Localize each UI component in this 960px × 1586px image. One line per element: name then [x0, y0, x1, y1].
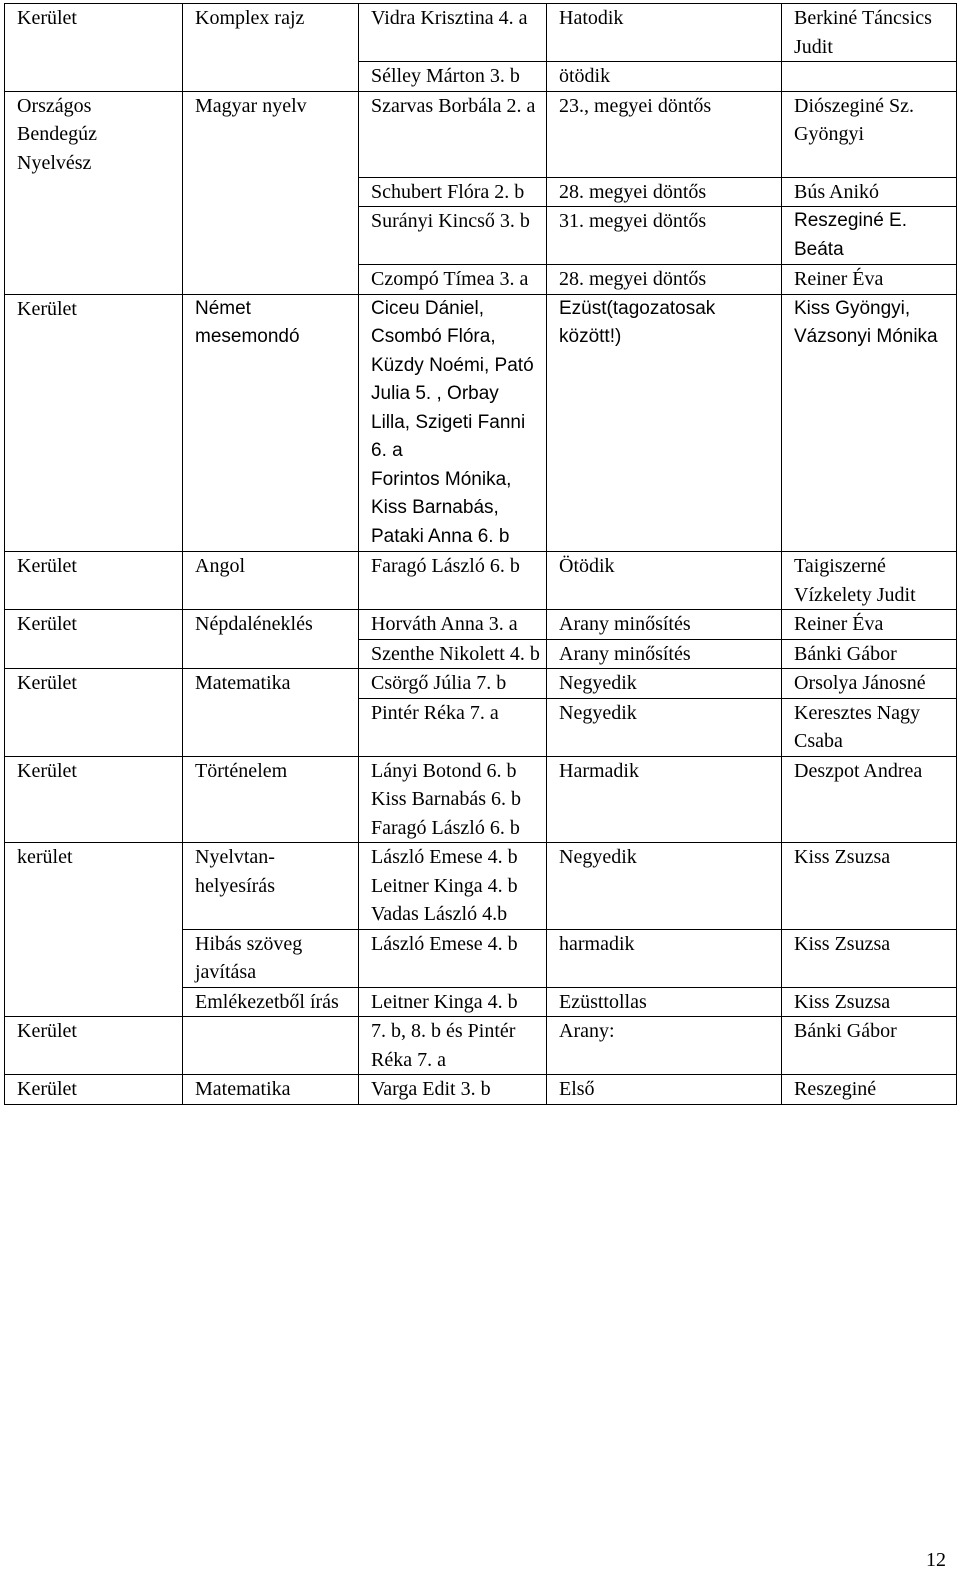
student-cell: Faragó László 6. b: [359, 552, 547, 610]
result-cell: 28. megyei döntős: [547, 265, 782, 295]
results-table: [4, 3, 957, 1105]
level-cell: Kerület: [5, 1017, 183, 1075]
student-cell: Czompó Tímea 3. a: [359, 265, 547, 295]
student-cell: Pintér Réka 7. a: [359, 698, 547, 756]
student-cell: [359, 294, 547, 552]
student-cell: Vidra Krisztina 4. a: [359, 4, 547, 62]
teacher-cell: Kiss Zsuzsa: [782, 929, 957, 987]
subject-cell: Népdaléneklés: [183, 610, 359, 640]
result-cell: Arany minősítés: [547, 610, 782, 640]
teacher-cell: Reiner Éva: [782, 610, 957, 640]
subject-cell: [183, 207, 359, 265]
result-cell: Ötödik: [547, 552, 782, 610]
level-cell: [5, 639, 183, 669]
student-group: Ciceu Dániel, Csombó Flóra, Küzdy Noémi, Pató Julia 5. , Orbay Lilla, Szigeti Fanni 6. a: [371, 297, 534, 461]
document-page: [4, 3, 956, 1105]
result-cell: Negyedik: [547, 843, 782, 930]
teacher-cell: Reszeginé E. Beáta: [782, 207, 957, 265]
result-cell: Ezüsttollas: [547, 987, 782, 1017]
table-row: [5, 929, 957, 987]
student-cell: Varga Edit 3. b: [359, 1075, 547, 1105]
student-cell: Schubert Flóra 2. b: [359, 177, 547, 207]
table-row: [5, 552, 957, 610]
level-cell: [5, 62, 183, 92]
level-cell: Kerület: [5, 669, 183, 699]
table-row: [5, 294, 957, 552]
table-row: [5, 987, 957, 1017]
subject-cell: [183, 62, 359, 92]
teacher-cell: Reiner Éva: [782, 265, 957, 295]
teacher-cell: Berkiné Táncsics Judit: [782, 4, 957, 62]
result-cell: 23., megyei döntős: [547, 91, 782, 177]
student-name: Vadas László 4.b: [371, 903, 508, 925]
subject-cell: [183, 177, 359, 207]
teacher-cell: Orsolya Jánosné: [782, 669, 957, 699]
teacher-cell: Keresztes Nagy Csaba: [782, 698, 957, 756]
level-cell: Kerület: [5, 1075, 183, 1105]
subject-cell: [183, 1017, 359, 1075]
table-row: [5, 639, 957, 669]
subject-cell: Matematika: [183, 669, 359, 699]
student-cell: Csörgő Júlia 7. b: [359, 669, 547, 699]
result-cell: Negyedik: [547, 698, 782, 756]
level-cell: [5, 987, 183, 1017]
table-row: [5, 669, 957, 699]
result-cell: Hatodik: [547, 4, 782, 62]
result-cell: Arany minősítés: [547, 639, 782, 669]
subject-cell: Emlékezetből írás: [183, 987, 359, 1017]
table-row: [5, 265, 957, 295]
student-group: Forintos Mónika, Kiss Barnabás, Pataki Anna 6. b: [371, 468, 512, 547]
subject-cell: Hibás szöveg javítása: [183, 929, 359, 987]
level-cell: Országos Bendegúz Nyelvész: [5, 91, 183, 177]
table-row: [5, 756, 957, 843]
level-cell: [5, 265, 183, 295]
level-cell: Kerület: [5, 756, 183, 843]
teacher-cell: Bús Anikó: [782, 177, 957, 207]
table-row: [5, 610, 957, 640]
teacher-cell: Kiss Zsuzsa: [782, 987, 957, 1017]
teacher-cell: Reszeginé: [782, 1075, 957, 1105]
table-row: [5, 62, 957, 92]
table-row: [5, 843, 957, 930]
teacher-cell: Taigiszerné Vízkelety Judit: [782, 552, 957, 610]
student-cell: Szenthe Nikolett 4. b: [359, 639, 547, 669]
student-name: Lányi Botond 6. b: [371, 759, 517, 782]
result-cell: Első: [547, 1075, 782, 1105]
teacher-cell: Bánki Gábor: [782, 639, 957, 669]
level-cell: kerület: [5, 843, 183, 930]
student-cell: Leitner Kinga 4. b: [359, 987, 547, 1017]
subject-cell: Nyelvtan-helyesírás: [183, 843, 359, 930]
level-cell: [5, 207, 183, 265]
subject-cell: Német mesemondó: [183, 294, 359, 552]
student-cell: [359, 843, 547, 930]
table-row: [5, 91, 957, 177]
result-cell: Arany:: [547, 1017, 782, 1075]
student-cell: Horváth Anna 3. a: [359, 610, 547, 640]
teacher-cell: Kiss Zsuzsa: [782, 843, 957, 930]
student-cell: Surányi Kincső 3. b: [359, 207, 547, 265]
student-cell: [359, 756, 547, 843]
subject-cell: [183, 265, 359, 295]
student-cell: Sélley Márton 3. b: [359, 62, 547, 92]
level-cell: [5, 177, 183, 207]
level-cell: [5, 698, 183, 756]
subject-cell: Komplex rajz: [183, 4, 359, 62]
student-name: Leitner Kinga 4. b: [371, 874, 518, 897]
subject-cell: Magyar nyelv: [183, 91, 359, 177]
result-cell: harmadik: [547, 929, 782, 987]
result-cell: 28. megyei döntős: [547, 177, 782, 207]
table-row: [5, 207, 957, 265]
teacher-cell: Diószeginé Sz. Gyöngyi: [782, 91, 957, 177]
result-cell: Negyedik: [547, 669, 782, 699]
subject-cell: [183, 639, 359, 669]
table-row: [5, 177, 957, 207]
table-row: [5, 4, 957, 62]
student-cell: Szarvas Borbála 2. a: [359, 91, 547, 177]
student-name: Faragó László 6. b: [371, 816, 520, 839]
table-row: [5, 698, 957, 756]
subject-cell: Történelem: [183, 756, 359, 843]
student-name: László Emese 4. b: [371, 846, 518, 868]
result-cell: 31. megyei döntős: [547, 207, 782, 265]
subject-cell: Angol: [183, 552, 359, 610]
result-cell: Ezüst(tagozatosak között!): [547, 294, 782, 552]
teacher-cell: Deszpot Andrea: [782, 756, 957, 843]
teacher-cell: [782, 62, 957, 92]
page-number: 12: [926, 1549, 946, 1571]
table-row: [5, 1017, 957, 1075]
subject-cell: [183, 698, 359, 756]
student-cell: László Emese 4. b: [359, 929, 547, 987]
level-cell: Kerület: [5, 4, 183, 62]
teacher-cell: Bánki Gábor: [782, 1017, 957, 1075]
student-name: Kiss Barnabás 6. b: [371, 788, 521, 810]
result-cell: Harmadik: [547, 756, 782, 843]
subject-cell: Matematika: [183, 1075, 359, 1105]
level-cell: [5, 929, 183, 987]
level-cell: Kerület: [5, 294, 183, 552]
level-cell: Kerület: [5, 552, 183, 610]
student-cell: 7. b, 8. b és Pintér Réka 7. a: [359, 1017, 547, 1075]
teacher-cell: Kiss Gyöngyi, Vázsonyi Mónika: [782, 294, 957, 552]
level-cell: Kerület: [5, 610, 183, 640]
table-row: [5, 1075, 957, 1105]
result-cell: ötödik: [547, 62, 782, 92]
